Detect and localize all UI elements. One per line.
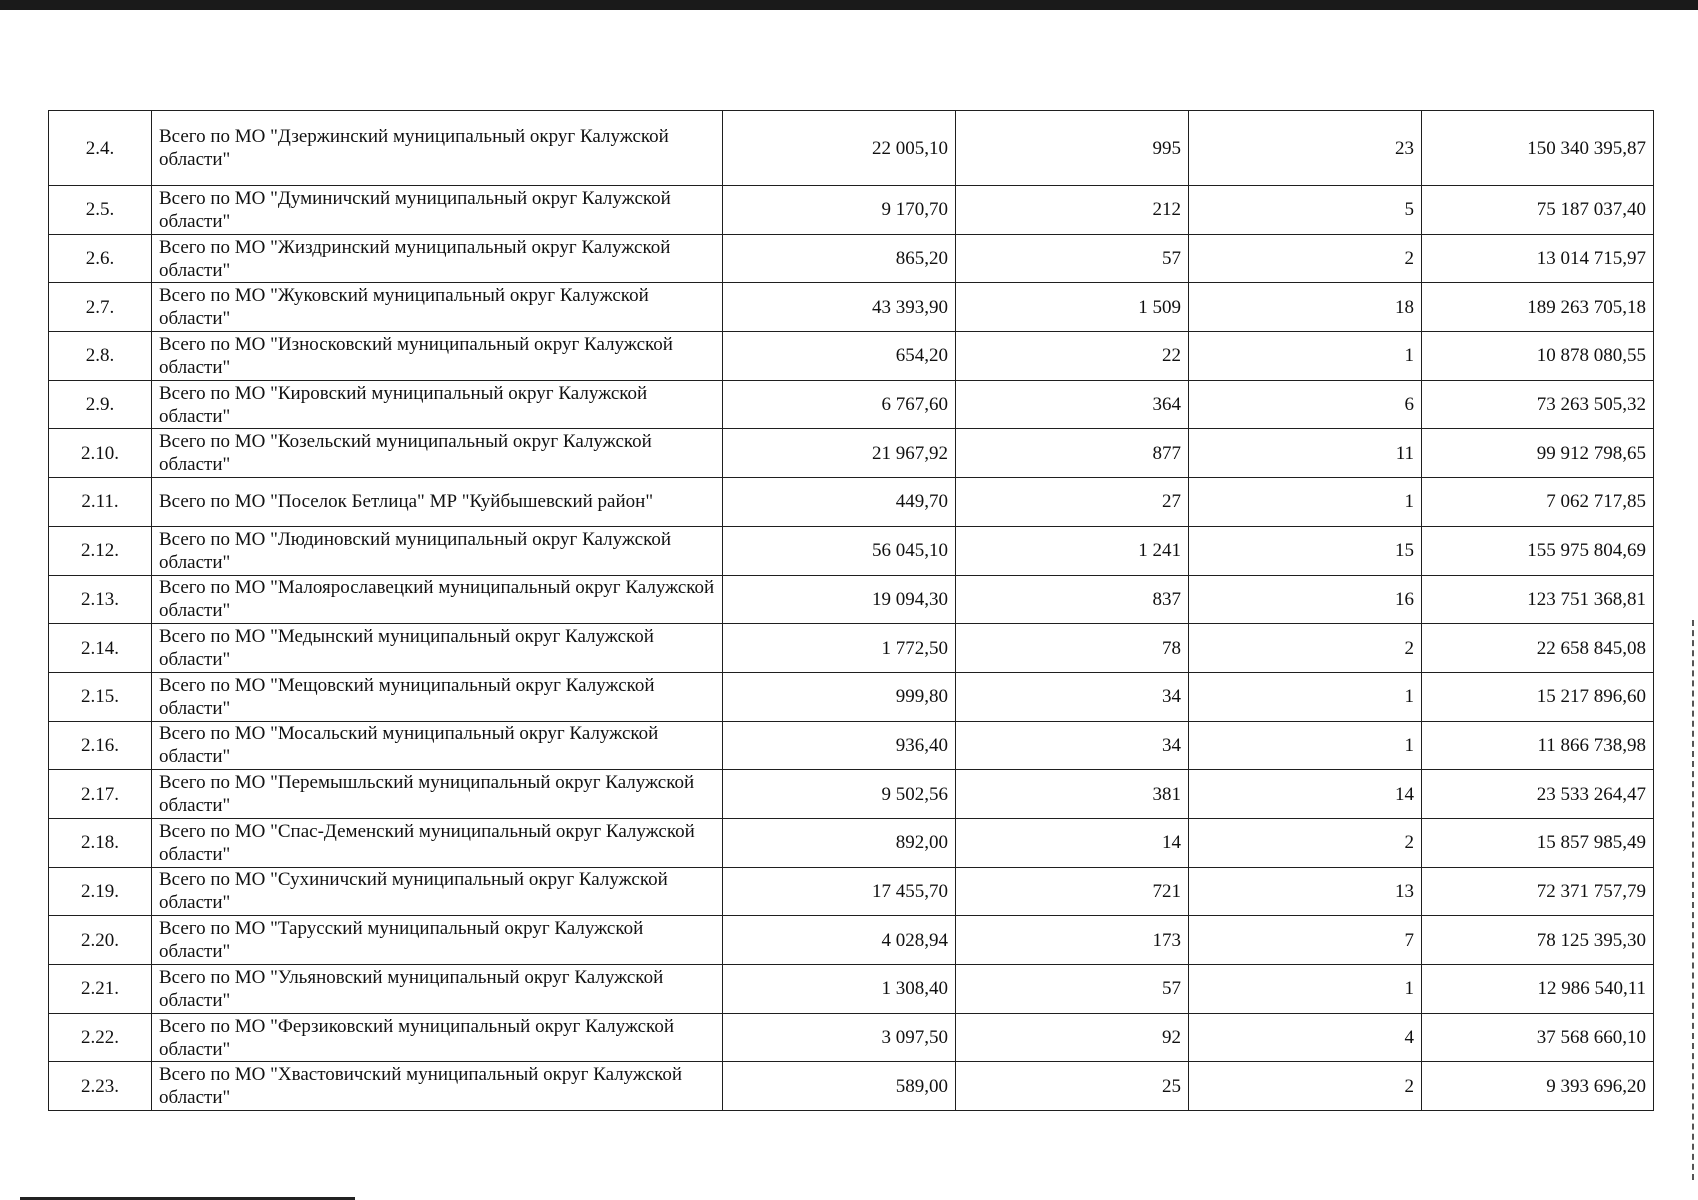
row-number-cell: 2.14. <box>49 624 152 673</box>
people-count-cell: 57 <box>956 965 1189 1014</box>
area-value-cell: 1 308,40 <box>723 965 956 1014</box>
municipality-name-cell: Всего по МО "Думиничский муниципальный округ Калужской области" <box>152 186 723 235</box>
amount-value-cell: 13 014 715,97 <box>1422 234 1654 283</box>
table-row <box>49 332 1654 381</box>
municipality-name-cell: Всего по МО "Сухиничский муниципальный округ Калужской области" <box>152 867 723 916</box>
houses-count-cell: 7 <box>1189 916 1422 965</box>
scan-right-edge-marks <box>1692 620 1696 1180</box>
houses-count-cell: 1 <box>1189 478 1422 527</box>
table-row <box>49 624 1654 673</box>
houses-count-cell: 1 <box>1189 721 1422 770</box>
people-count-cell: 364 <box>956 380 1189 429</box>
row-number-cell: 2.9. <box>49 380 152 429</box>
row-number-cell: 2.6. <box>49 234 152 283</box>
row-number-cell: 2.18. <box>49 818 152 867</box>
table-row <box>49 186 1654 235</box>
people-count-cell: 92 <box>956 1013 1189 1062</box>
people-count-cell: 837 <box>956 575 1189 624</box>
municipality-name-cell: Всего по МО "Ульяновский муниципальный округ Калужской области" <box>152 965 723 1014</box>
table-row <box>49 1062 1654 1111</box>
area-value-cell: 589,00 <box>723 1062 956 1111</box>
people-count-cell: 57 <box>956 234 1189 283</box>
people-count-cell: 721 <box>956 867 1189 916</box>
row-number-cell: 2.11. <box>49 478 152 527</box>
people-count-cell: 34 <box>956 672 1189 721</box>
houses-count-cell: 5 <box>1189 186 1422 235</box>
table-row <box>49 429 1654 478</box>
people-count-cell: 14 <box>956 818 1189 867</box>
table-row <box>49 672 1654 721</box>
houses-count-cell: 14 <box>1189 770 1422 819</box>
municipality-name-cell: Всего по МО "Ферзиковский муниципальный округ Калужской области" <box>152 1013 723 1062</box>
row-number-cell: 2.8. <box>49 332 152 381</box>
municipality-name-cell: Всего по МО "Мосальский муниципальный округ Калужской области" <box>152 721 723 770</box>
houses-count-cell: 6 <box>1189 380 1422 429</box>
amount-value-cell: 23 533 264,47 <box>1422 770 1654 819</box>
houses-count-cell: 1 <box>1189 332 1422 381</box>
row-number-cell: 2.12. <box>49 526 152 575</box>
municipality-name-cell: Всего по МО "Мещовский муниципальный округ Калужской области" <box>152 672 723 721</box>
municipality-name-cell: Всего по МО "Хвастовичский муниципальный округ Калужской области" <box>152 1062 723 1111</box>
people-count-cell: 173 <box>956 916 1189 965</box>
table-row <box>49 867 1654 916</box>
people-count-cell: 212 <box>956 186 1189 235</box>
municipality-name-cell: Всего по МО "Кировский муниципальный округ Калужской области" <box>152 380 723 429</box>
row-number-cell: 2.17. <box>49 770 152 819</box>
amount-value-cell: 9 393 696,20 <box>1422 1062 1654 1111</box>
row-number-cell: 2.19. <box>49 867 152 916</box>
table-row <box>49 478 1654 527</box>
table-row <box>49 721 1654 770</box>
houses-count-cell: 2 <box>1189 624 1422 673</box>
table-row <box>49 380 1654 429</box>
amount-value-cell: 73 263 505,32 <box>1422 380 1654 429</box>
amount-value-cell: 37 568 660,10 <box>1422 1013 1654 1062</box>
houses-count-cell: 23 <box>1189 111 1422 186</box>
houses-count-cell: 4 <box>1189 1013 1422 1062</box>
area-value-cell: 43 393,90 <box>723 283 956 332</box>
municipality-name-cell: Всего по МО "Износковский муниципальный округ Калужской области" <box>152 332 723 381</box>
row-number-cell: 2.16. <box>49 721 152 770</box>
area-value-cell: 865,20 <box>723 234 956 283</box>
table-row <box>49 916 1654 965</box>
area-value-cell: 3 097,50 <box>723 1013 956 1062</box>
row-number-cell: 2.13. <box>49 575 152 624</box>
table-row <box>49 234 1654 283</box>
people-count-cell: 877 <box>956 429 1189 478</box>
table-row <box>49 111 1654 186</box>
area-value-cell: 9 502,56 <box>723 770 956 819</box>
houses-count-cell: 2 <box>1189 234 1422 283</box>
area-value-cell: 892,00 <box>723 818 956 867</box>
municipality-name-cell: Всего по МО "Спас-Деменский муниципальный округ Калужской области" <box>152 818 723 867</box>
row-number-cell: 2.7. <box>49 283 152 332</box>
area-value-cell: 17 455,70 <box>723 867 956 916</box>
amount-value-cell: 72 371 757,79 <box>1422 867 1654 916</box>
municipality-name-cell: Всего по МО "Медынский муниципальный округ Калужской области" <box>152 624 723 673</box>
people-count-cell: 1 241 <box>956 526 1189 575</box>
people-count-cell: 995 <box>956 111 1189 186</box>
municipality-name-cell: Всего по МО "Перемышльский муниципальный округ Калужской области" <box>152 770 723 819</box>
houses-count-cell: 11 <box>1189 429 1422 478</box>
table-row <box>49 1013 1654 1062</box>
row-number-cell: 2.20. <box>49 916 152 965</box>
houses-count-cell: 16 <box>1189 575 1422 624</box>
houses-count-cell: 2 <box>1189 1062 1422 1111</box>
area-value-cell: 9 170,70 <box>723 186 956 235</box>
area-value-cell: 6 767,60 <box>723 380 956 429</box>
people-count-cell: 27 <box>956 478 1189 527</box>
area-value-cell: 1 772,50 <box>723 624 956 673</box>
houses-count-cell: 15 <box>1189 526 1422 575</box>
people-count-cell: 34 <box>956 721 1189 770</box>
people-count-cell: 22 <box>956 332 1189 381</box>
amount-value-cell: 22 658 845,08 <box>1422 624 1654 673</box>
area-value-cell: 999,80 <box>723 672 956 721</box>
area-value-cell: 22 005,10 <box>723 111 956 186</box>
amount-value-cell: 99 912 798,65 <box>1422 429 1654 478</box>
amount-value-cell: 15 857 985,49 <box>1422 818 1654 867</box>
people-count-cell: 78 <box>956 624 1189 673</box>
municipality-name-cell: Всего по МО "Дзержинский муниципальный округ Калужской области" <box>152 111 723 186</box>
people-count-cell: 1 509 <box>956 283 1189 332</box>
table-row <box>49 770 1654 819</box>
houses-count-cell: 1 <box>1189 672 1422 721</box>
municipality-name-cell: Всего по МО "Тарусский муниципальный округ Калужской области" <box>152 916 723 965</box>
amount-value-cell: 155 975 804,69 <box>1422 526 1654 575</box>
houses-count-cell: 2 <box>1189 818 1422 867</box>
row-number-cell: 2.15. <box>49 672 152 721</box>
amount-value-cell: 189 263 705,18 <box>1422 283 1654 332</box>
amount-value-cell: 15 217 896,60 <box>1422 672 1654 721</box>
area-value-cell: 56 045,10 <box>723 526 956 575</box>
amount-value-cell: 11 866 738,98 <box>1422 721 1654 770</box>
amount-value-cell: 78 125 395,30 <box>1422 916 1654 965</box>
table-row <box>49 575 1654 624</box>
municipal-summary-table <box>48 110 1654 1111</box>
row-number-cell: 2.21. <box>49 965 152 1014</box>
municipality-name-cell: Всего по МО "Жуковский муниципальный округ Калужской области" <box>152 283 723 332</box>
municipality-name-cell: Всего по МО "Людиновский муниципальный округ Калужской области" <box>152 526 723 575</box>
table-body <box>49 111 1654 1111</box>
area-value-cell: 19 094,30 <box>723 575 956 624</box>
amount-value-cell: 150 340 395,87 <box>1422 111 1654 186</box>
houses-count-cell: 1 <box>1189 965 1422 1014</box>
table-row <box>49 526 1654 575</box>
row-number-cell: 2.22. <box>49 1013 152 1062</box>
scan-top-border <box>0 0 1698 10</box>
area-value-cell: 4 028,94 <box>723 916 956 965</box>
row-number-cell: 2.5. <box>49 186 152 235</box>
table-row <box>49 965 1654 1014</box>
row-number-cell: 2.4. <box>49 111 152 186</box>
municipality-name-cell: Всего по МО "Поселок Бетлица" МР "Куйбышевский район" <box>152 478 723 527</box>
amount-value-cell: 75 187 037,40 <box>1422 186 1654 235</box>
amount-value-cell: 10 878 080,55 <box>1422 332 1654 381</box>
people-count-cell: 25 <box>956 1062 1189 1111</box>
area-value-cell: 21 967,92 <box>723 429 956 478</box>
houses-count-cell: 18 <box>1189 283 1422 332</box>
table-row <box>49 818 1654 867</box>
amount-value-cell: 123 751 368,81 <box>1422 575 1654 624</box>
area-value-cell: 936,40 <box>723 721 956 770</box>
area-value-cell: 654,20 <box>723 332 956 381</box>
table-row <box>49 283 1654 332</box>
houses-count-cell: 13 <box>1189 867 1422 916</box>
municipality-name-cell: Всего по МО "Жиздринский муниципальный округ Калужской области" <box>152 234 723 283</box>
row-number-cell: 2.10. <box>49 429 152 478</box>
municipality-name-cell: Всего по МО "Малоярославецкий муниципальный округ Калужской области" <box>152 575 723 624</box>
area-value-cell: 449,70 <box>723 478 956 527</box>
row-number-cell: 2.23. <box>49 1062 152 1111</box>
amount-value-cell: 12 986 540,11 <box>1422 965 1654 1014</box>
amount-value-cell: 7 062 717,85 <box>1422 478 1654 527</box>
municipality-name-cell: Всего по МО "Козельский муниципальный округ Калужской области" <box>152 429 723 478</box>
people-count-cell: 381 <box>956 770 1189 819</box>
